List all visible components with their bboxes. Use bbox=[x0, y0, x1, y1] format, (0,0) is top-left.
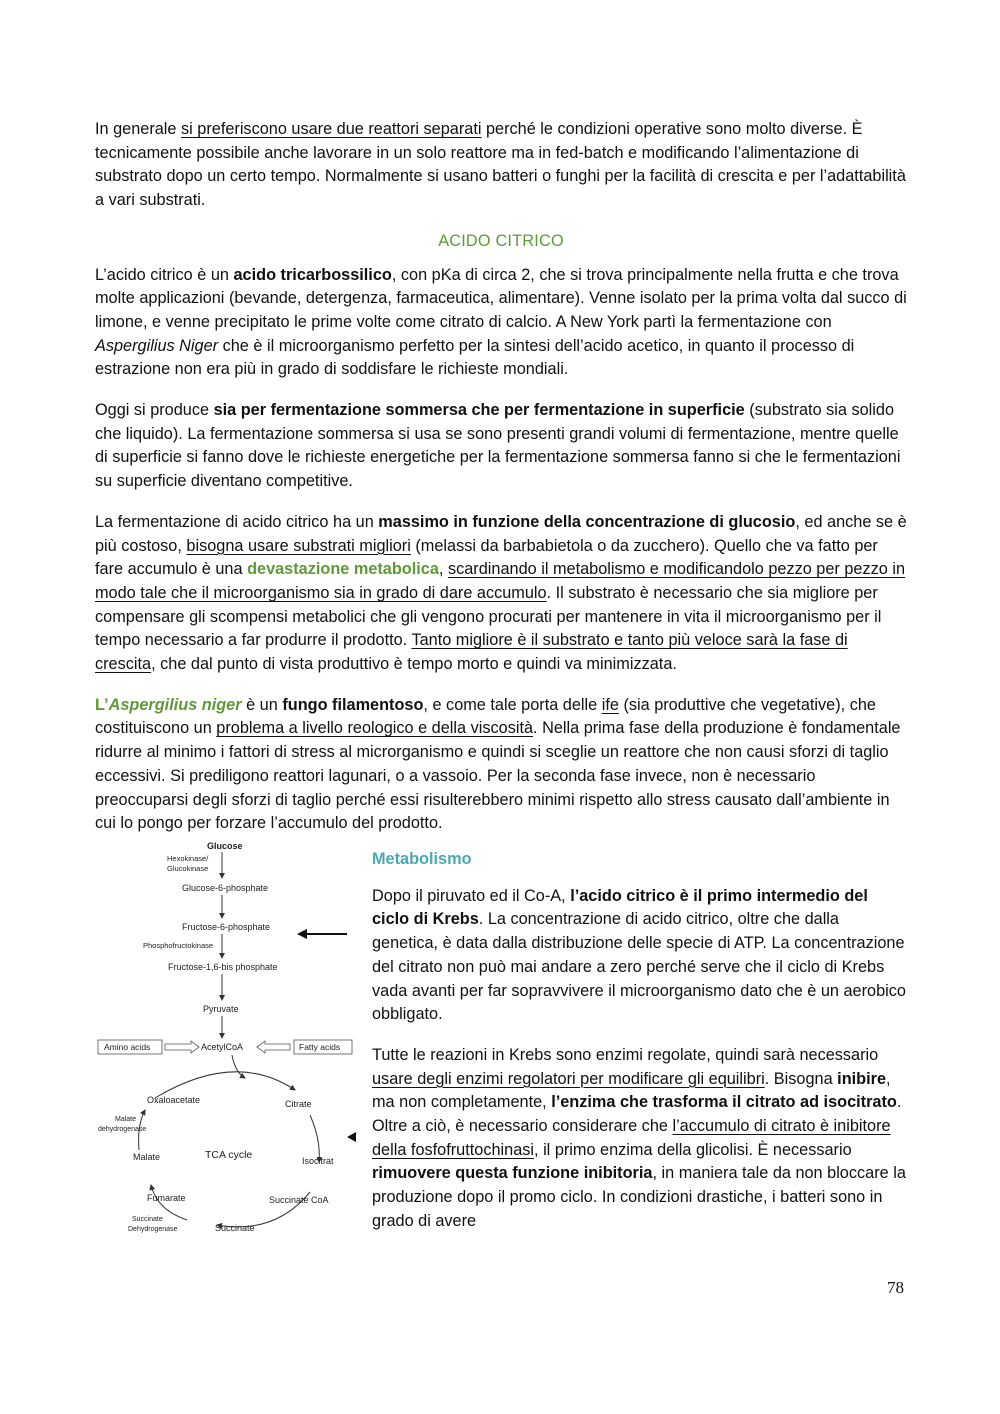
label-glucose: Glucose bbox=[207, 840, 243, 851]
metabolismo-paragraph-1: Dopo il piruvato ed il Co-A, l’acido citrico è il primo intermedio del ciclo di Krebs. La concentrazione di acido citrico, oltre che dalla genetica, è data dalla distribuzione delle specie di ATP. La concentrazione del citrato non può mai andare a zero perché serve che il ciclo di Krebs vada avanti per far sopravvivere il microorganismo dato che è un aerobico obbligato. bbox=[372, 886, 906, 1024]
page-body bbox=[95, 118, 907, 1235]
metabolic-pathway-figure bbox=[95, 840, 355, 1235]
pathway-diagram bbox=[95, 840, 355, 1235]
arrow-fatty-to-acetyl bbox=[257, 1041, 290, 1053]
arrow-acetyl-to-cycle bbox=[232, 1055, 245, 1078]
section-heading: ACIDO CITRICO bbox=[438, 231, 564, 250]
paragraph-4: L’Aspergilius niger è un fungo filamentoso, e come tale porta delle ife (sia produttive che vegetative), che costituiscono un problema a livello reologico e della viscosità. Nella prima fase della produzione è fondamentale ridurre al minimo i fattori di stress al microrganismo e quindi si sceglie un reattore che non causi sforzi di taglio eccessivi. Si prediligono reattori lagunari, o a vassoio. Per la seconda fase invece, non è necessario preoccuparsi degli sforzi di taglio perché essi risulterebbero minimi rispetto allo stress causato dall’ambiente in cui lo pongo per forzare l’accumulo del prodotto. bbox=[95, 695, 901, 833]
label-acetylcoa: AcetylCoA bbox=[201, 1041, 244, 1052]
label-pyruvate: Pyruvate bbox=[203, 1003, 239, 1014]
subheading-metabolismo: Metabolismo bbox=[372, 849, 472, 868]
label-malate-dh-1: Malate bbox=[115, 1115, 137, 1123]
label-succinate: Succinate bbox=[215, 1222, 255, 1233]
metabolism-text-column bbox=[372, 848, 907, 1234]
arrow-amino-to-acetyl bbox=[165, 1041, 199, 1053]
metabolism-section bbox=[95, 840, 907, 1235]
label-pfk: Phosphofructokinase bbox=[143, 940, 214, 950]
arrow-isocitrate-pointer bbox=[345, 1130, 359, 1144]
label-fatty-acids: Fatty acids bbox=[299, 1041, 341, 1052]
label-fumarate: Fumarate bbox=[147, 1192, 186, 1203]
page-number: 78 bbox=[887, 1278, 904, 1297]
paragraph-1: L’acido citrico è un acido tricarbossilico, con pKa di circa 2, che si trova principalmente nella frutta e che trova molte applicazioni (bevande, detergenza, farmaceutica, alimentare). Venne isolato per la prima volta dal succo di limone, e venne precipitato le prime volte come citrato di calcio. A New York partì la fermentazione con Aspergilius Niger che è il microorganismo perfetto per la sintesi dell’acido acetico, in quanto il processo di estrazione non era più in grado di soddisfare le richieste mondiali. bbox=[95, 265, 907, 379]
paragraph-3: La fermentazione di acido citrico ha un massimo in funzione della concentrazione di glucosio, ed anche se è più costoso, bisogna usare substrati migliori (melassi da barbabietola o da zucchero). Quello che va fatto per fare accumulo è una devastazione metabolica, scardinando il metabolismo e modificandolo pezzo per pezzo in modo tale che il microorganismo sia in grado di dare accumulo. Il substrato è necessario che sia migliore per compensare gli scompensi metabolici che gli vengono procurati per mantenere in vita il microorganismo per il tempo necessario a far produrre il prodotto. Tanto migliore è il substrato e tanto più veloce sarà la fase di crescita, che dal punto di vista produttivo è tempo morto e quindi va minimizzata. bbox=[95, 512, 907, 674]
label-isocitrat: Isocitrat bbox=[302, 1155, 334, 1166]
label-succ-dh-2: Dehydrogenase bbox=[128, 1225, 178, 1233]
label-succ-dh-1: Succinate bbox=[132, 1215, 163, 1223]
label-oxaloacetate: Oxaloacetate bbox=[147, 1094, 201, 1105]
label-f6p: Fructose-6-phosphate bbox=[182, 921, 271, 932]
label-malate-dh-2: dehydrogenase bbox=[98, 1125, 147, 1133]
label-tca-cycle: TCA cycle bbox=[205, 1148, 253, 1161]
arrow-pfk-pointer bbox=[295, 924, 355, 944]
label-malate: Malate bbox=[133, 1151, 161, 1162]
intro-paragraph: In generale si preferiscono usare due reattori separati perché le condizioni operative sono molto diverse. È tecnicamente possibile anche lavorare in un solo reattore ma in fed-batch e modificando l’alimentazione di substrato dopo un certo tempo. Normalmente si usano batteri o funghi per la facilità di crescita e per l’adattabilità a vari substrati. bbox=[95, 120, 906, 210]
label-amino-acids: Amino acids bbox=[104, 1041, 151, 1052]
label-citrate: Citrate bbox=[285, 1098, 312, 1109]
metabolismo-paragraph-2: Tutte le reazioni in Krebs sono enzimi regolate, quindi sarà necessario usare degli enzimi regolatori per modificare gli equilibri. Bisogna inibire, ma non completamente, l’enzima che trasforma il citrato ad isocitrato. Oltre a ciò, è necessario considerare che l’accumulo di citrato è inibitore della fosfofruttochinasi, il primo enzima della glicolisi. È necessario rimuovere questa funzione inibitoria, in maniera tale da non bloccare la produzione dopo il promo ciclo. In condizioni drastiche, i batteri sono in grado di avere bbox=[372, 1045, 906, 1230]
label-f16bp: Fructose-1,6-bis phosphate bbox=[168, 961, 278, 972]
label-succinate-coa: Succinate CoA bbox=[269, 1194, 329, 1205]
paragraph-2: Oggi si produce sia per fermentazione sommersa che per fermentazione in superficie (substrato sia solido che liquido). La fermentazione sommersa si usa se sono presenti grandi volumi di fermentazione, mentre quelle di superficie si fanno dove le richieste energetiche per la fermentazione sommersa fanno si che le fermentazioni su superficie diventano competitive. bbox=[95, 401, 901, 491]
cycle-arc-right bbox=[310, 1115, 319, 1162]
label-hexokinase: Hexokinase/ bbox=[167, 853, 209, 863]
label-g6p: Glucose-6-phosphate bbox=[182, 882, 269, 893]
label-glucokinase: Glucokinase bbox=[167, 863, 209, 873]
